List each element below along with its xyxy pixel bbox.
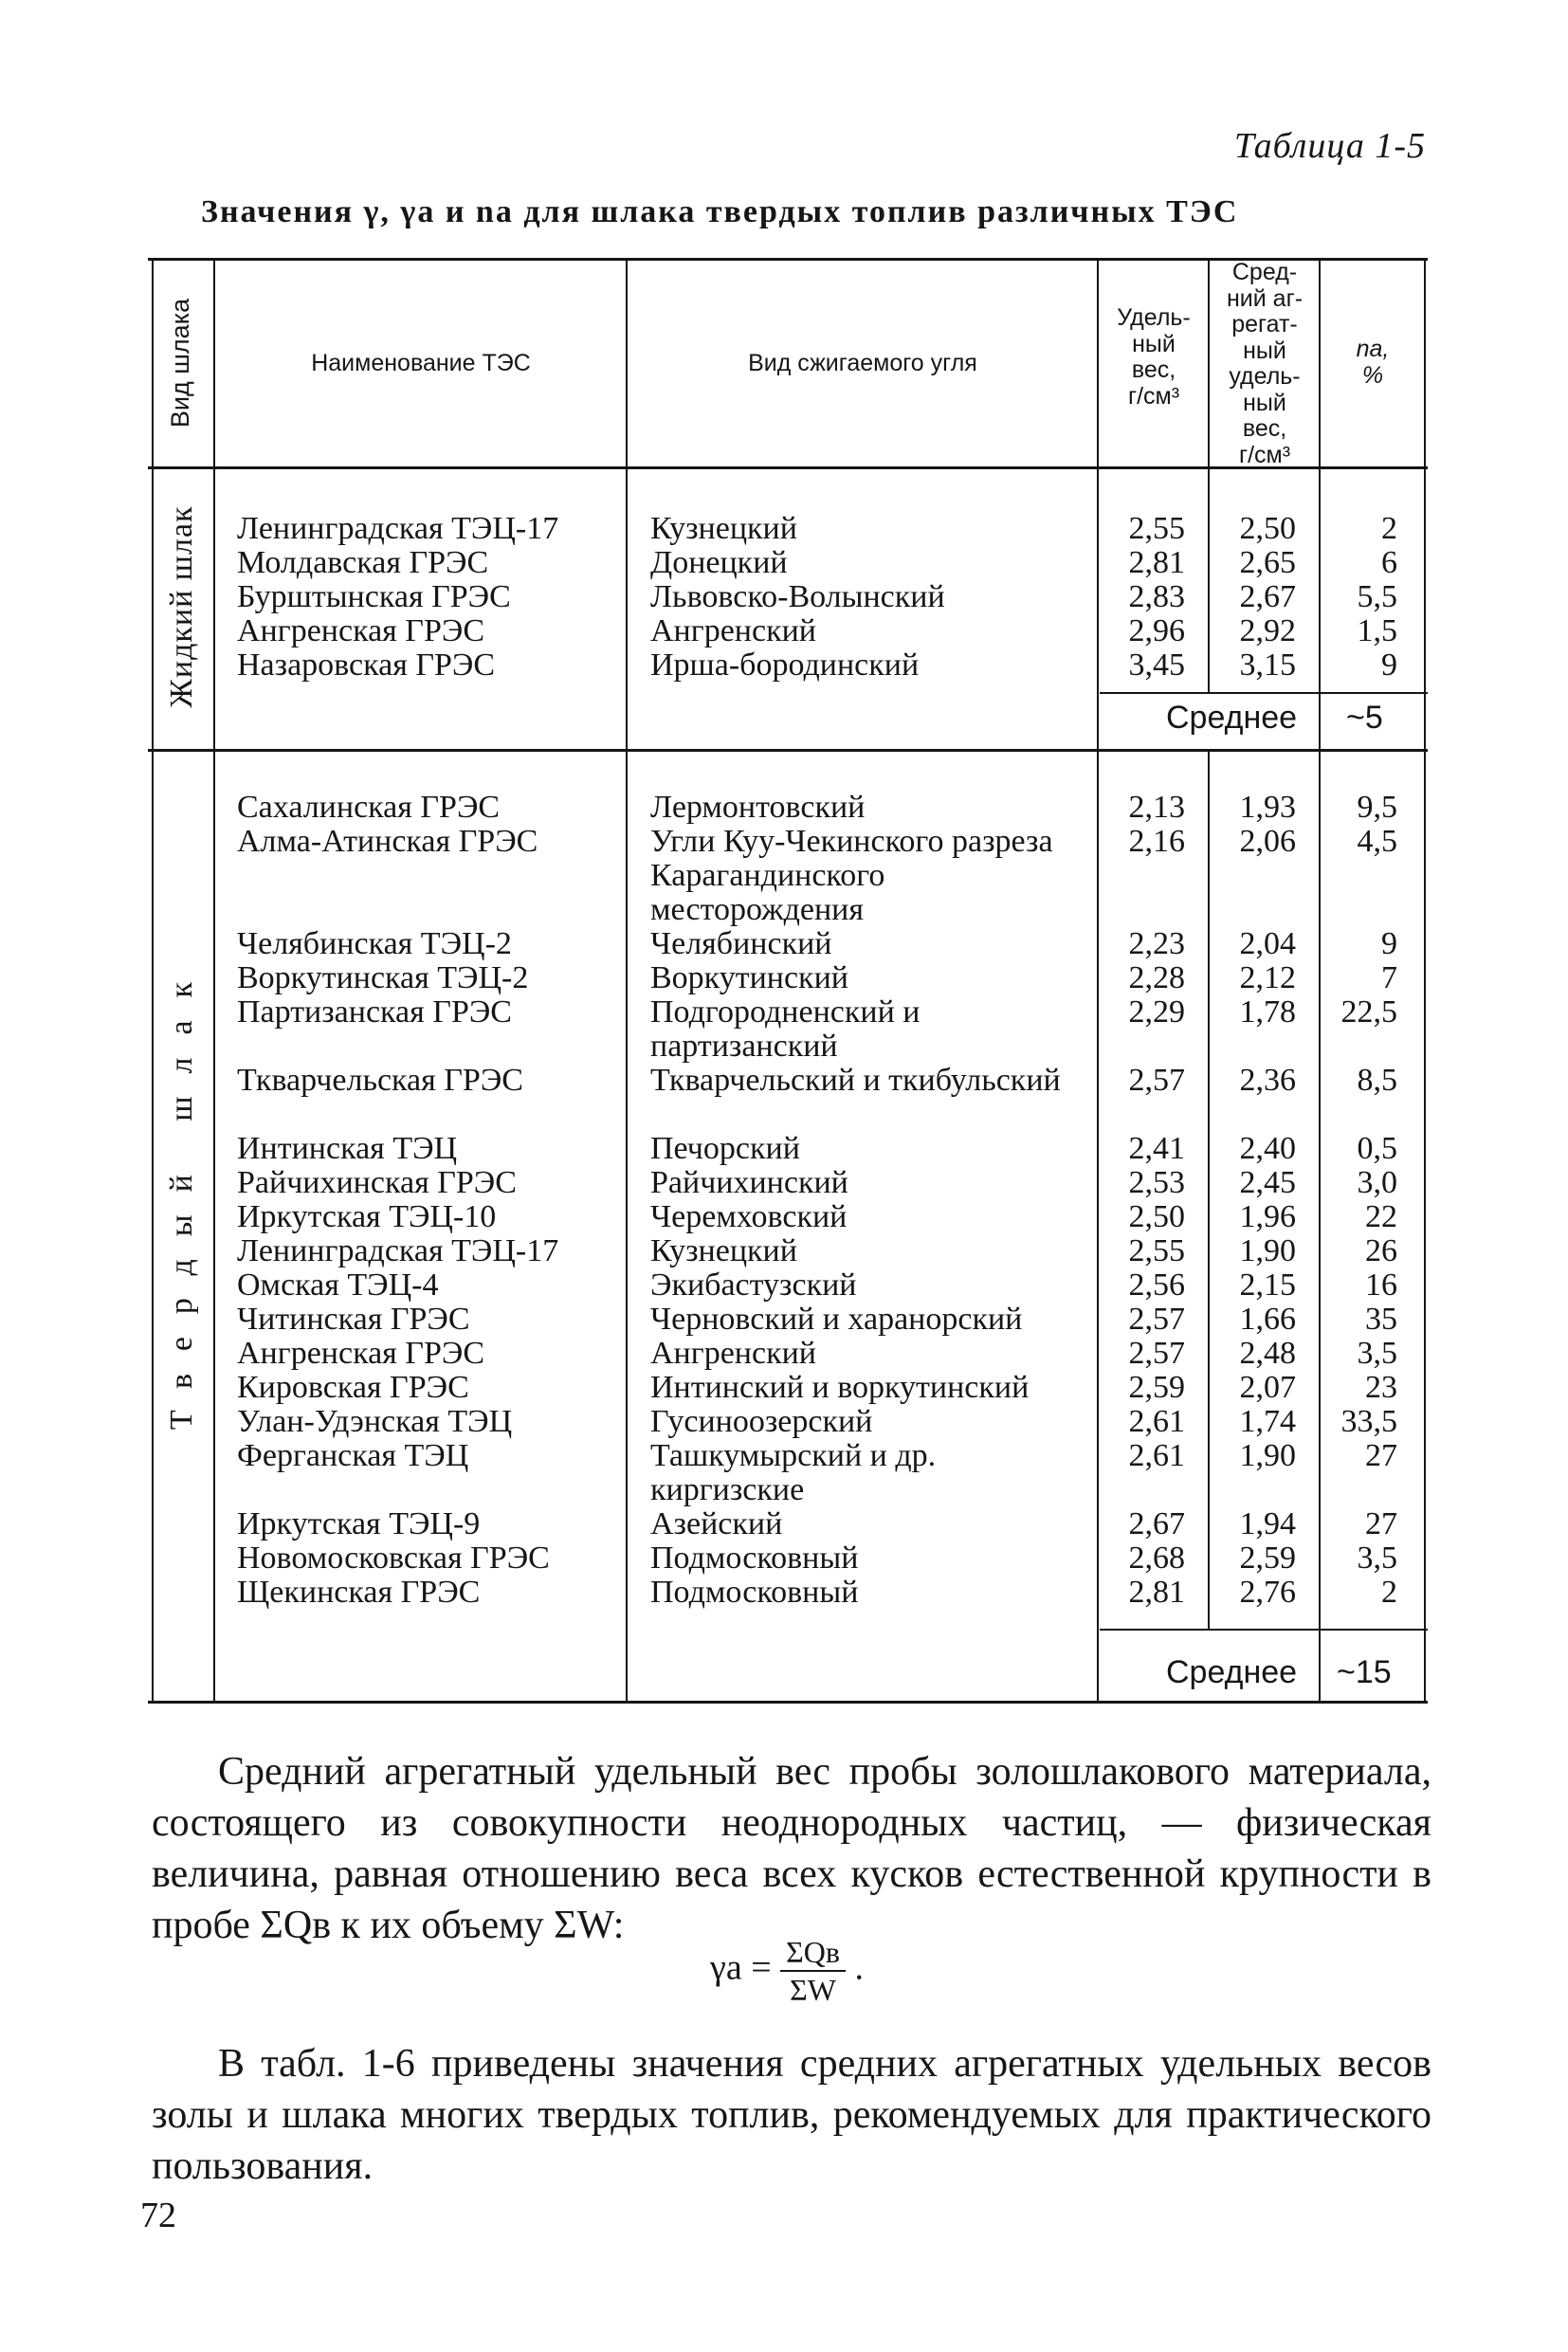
row-agg: 1,96	[1239, 1199, 1296, 1234]
solid-average-value: ~15	[1337, 1654, 1392, 1690]
row-density: 2,81	[1128, 545, 1185, 580]
table-bottom-rule	[148, 1701, 1428, 1704]
row-station: Новомосковская ГРЭС	[237, 1541, 550, 1576]
row-coal: Печорский	[650, 1131, 800, 1166]
row-density: 2,61	[1128, 1404, 1185, 1439]
row-coal: Экибастузский	[650, 1267, 857, 1303]
row-density: 2,50	[1128, 1199, 1185, 1234]
row-na: 9	[1381, 647, 1397, 683]
row-station: Ангренская ГРЭС	[237, 613, 484, 648]
row-density: 2,57	[1128, 1336, 1185, 1371]
col-rule-6	[1424, 258, 1426, 1703]
row-na: 2	[1381, 1575, 1397, 1610]
row-station: Партизанская ГРЭС	[237, 994, 512, 1030]
row-density: 2,57	[1128, 1302, 1185, 1337]
row-na: 3,5	[1357, 1336, 1397, 1371]
row-agg: 2,59	[1239, 1541, 1296, 1576]
row-agg: 1,74	[1239, 1404, 1296, 1439]
row-na: 0,5	[1357, 1131, 1397, 1166]
col-rule-4	[1208, 258, 1210, 692]
row-agg: 2,12	[1239, 960, 1296, 995]
row-density: 2,23	[1128, 926, 1185, 961]
row-agg: 2,92	[1239, 613, 1296, 648]
row-coal: Воркутинский	[650, 960, 848, 995]
page-number: 72	[140, 2196, 176, 2235]
row-coal: Угли Куу-Чекинского разреза Карагандинского месторождения	[650, 824, 1053, 927]
row-density: 2,13	[1128, 790, 1185, 825]
col-rule-0	[152, 258, 154, 1703]
header-density: Удель- ный вес, г/см³	[1117, 304, 1191, 410]
row-agg: 1,93	[1239, 790, 1296, 825]
header-na: nа, %	[1356, 336, 1390, 389]
row-na: 22	[1365, 1199, 1397, 1234]
row-na: 27	[1365, 1506, 1397, 1541]
row-density: 2,56	[1128, 1267, 1185, 1303]
row-station: Назаровская ГРЭС	[237, 647, 496, 683]
row-station: Интинская ТЭЦ	[237, 1131, 458, 1166]
row-density: 2,68	[1128, 1541, 1185, 1576]
row-na: 7	[1381, 960, 1397, 995]
row-agg: 2,76	[1239, 1575, 1296, 1610]
formula-lhs: γа =	[710, 1947, 772, 1988]
row-density: 2,41	[1128, 1131, 1185, 1166]
row-density: 2,55	[1128, 1233, 1185, 1268]
header-slag-type: Вид шлака	[166, 298, 194, 428]
liquid-average-label: Среднее	[1166, 700, 1298, 736]
row-coal: Ткварчельский и ткибульский	[650, 1063, 1061, 1098]
row-agg: 2,45	[1239, 1165, 1296, 1200]
row-density: 2,28	[1128, 960, 1185, 995]
row-station: Воркутинская ТЭЦ-2	[237, 960, 529, 995]
row-agg: 2,07	[1239, 1370, 1296, 1405]
row-density: 2,67	[1128, 1506, 1185, 1541]
row-density: 2,57	[1128, 1063, 1185, 1098]
row-coal: Интинский и воркутинский	[650, 1370, 1030, 1405]
row-station: Молдавская ГРЭС	[237, 545, 489, 580]
row-density: 2,53	[1128, 1165, 1185, 1200]
row-agg: 2,40	[1239, 1131, 1296, 1166]
row-density: 2,96	[1128, 613, 1185, 648]
row-density: 2,83	[1128, 579, 1185, 614]
row-na: 2	[1381, 511, 1397, 546]
row-agg: 2,15	[1239, 1267, 1296, 1303]
row-na: 1,5	[1357, 613, 1397, 648]
formula-tail: .	[854, 1947, 864, 1988]
row-na: 23	[1365, 1370, 1397, 1405]
table-label: Таблица 1-5	[1233, 126, 1426, 166]
row-agg: 2,04	[1239, 926, 1296, 961]
row-station: Омская ТЭЦ-4	[237, 1267, 439, 1303]
col-rule-5	[1319, 258, 1321, 1703]
row-coal: Подгородненский и партизанский	[650, 994, 921, 1064]
row-coal: Ангренский	[650, 613, 816, 648]
row-agg: 2,48	[1239, 1336, 1296, 1371]
paragraph-1: Средний агрегатный удельный вес пробы золошлакового материала, состоящего из совокупности неоднородных частиц, — физическая величина, равная отношению веса всех кусков естественной крупности в пробе ΣQв к их объему ΣW:	[152, 1750, 1431, 1947]
row-station: Ткварчельская ГРЭС	[237, 1063, 523, 1098]
row-agg: 2,65	[1239, 545, 1296, 580]
group-divider-rule	[148, 749, 1428, 752]
row-station: Улан-Удэнская ТЭЦ	[237, 1404, 513, 1439]
row-station: Алма-Атинская ГРЭС	[237, 824, 538, 859]
row-na: 4,5	[1357, 824, 1397, 859]
row-station: Сахалинская ГРЭС	[237, 790, 501, 825]
row-agg: 2,67	[1239, 579, 1296, 614]
row-coal: Кузнецкий	[650, 511, 797, 546]
row-density: 3,45	[1128, 647, 1185, 683]
formula	[626, 1934, 948, 2008]
row-agg: 3,15	[1239, 647, 1296, 683]
col-rule-2	[626, 258, 628, 1703]
row-coal: Азейский	[650, 1506, 783, 1541]
row-na: 35	[1365, 1302, 1397, 1337]
solid-average-label: Среднее	[1166, 1654, 1298, 1690]
row-agg: 1,90	[1239, 1233, 1296, 1268]
row-agg: 1,94	[1239, 1506, 1296, 1541]
row-na: 22,5	[1340, 994, 1397, 1030]
row-station: Иркутская ТЭЦ-9	[237, 1506, 481, 1541]
row-agg: 2,36	[1239, 1063, 1296, 1098]
row-na: 33,5	[1340, 1404, 1397, 1439]
row-na: 3,0	[1357, 1165, 1397, 1200]
row-coal: Кузнецкий	[650, 1233, 797, 1268]
row-coal: Львовско-Волынский	[650, 579, 945, 614]
row-agg: 2,50	[1239, 511, 1296, 546]
row-station: Бурштынская ГРЭС	[237, 579, 511, 614]
row-density: 2,81	[1128, 1575, 1185, 1610]
row-station: Челябинская ТЭЦ-2	[237, 926, 512, 961]
group-label-liquid: Жидкий шлак	[164, 505, 199, 708]
row-coal: Ирша-бородинский	[650, 647, 920, 683]
formula-denominator: ΣW	[790, 1973, 836, 2007]
row-density: 2,29	[1128, 994, 1185, 1030]
row-na: 3,5	[1357, 1541, 1397, 1576]
row-station: Кировская ГРЭС	[237, 1370, 469, 1405]
row-na: 9	[1381, 926, 1397, 961]
row-na: 5,5	[1357, 579, 1397, 614]
header-agg-density: Сред- ний аг- регат- ный удель- ный вес, г/см³	[1226, 259, 1304, 468]
row-density: 2,59	[1128, 1370, 1185, 1405]
row-coal: Ангренский	[650, 1336, 816, 1371]
header-coal: Вид сжигаемого угля	[748, 350, 977, 376]
row-station: Райчихинская ГРЭС	[237, 1165, 517, 1200]
col-rule-3	[1097, 258, 1099, 1703]
group-label-solid: Твердый шлак	[164, 958, 199, 1431]
col-rule-4b	[1208, 752, 1210, 1629]
row-station: Читинская ГРЭС	[237, 1302, 470, 1337]
paragraph-2: В табл. 1-6 приведены значения средних агрегатных удельных весов золы и шлака многих твердых топлив, рекомендуемых для практического пользования.	[152, 2042, 1431, 2188]
row-agg: 1,78	[1239, 994, 1296, 1030]
row-coal: Подмосковный	[650, 1541, 859, 1576]
table-title: Значения γ, γа и nа для шлака твердых топлив различных ТЭС	[201, 194, 1239, 229]
row-na: 16	[1365, 1267, 1397, 1303]
row-agg: 1,90	[1239, 1438, 1296, 1473]
row-coal: Гусиноозерский	[650, 1404, 873, 1439]
row-station: Ленинградская ТЭЦ-17	[237, 1233, 559, 1268]
row-station: Иркутская ТЭЦ-10	[237, 1199, 497, 1234]
formula-numerator: ΣQв	[780, 1934, 846, 1972]
col-rule-1	[213, 258, 215, 1703]
row-density: 2,61	[1128, 1438, 1185, 1473]
row-coal: Донецкий	[650, 545, 788, 580]
row-station: Ленинградская ТЭЦ-17	[237, 511, 559, 546]
liquid-average-rule	[1100, 692, 1428, 694]
row-agg: 2,06	[1239, 824, 1296, 859]
row-density: 2,16	[1128, 824, 1185, 859]
row-coal: Райчихинский	[650, 1165, 848, 1200]
row-na: 9,5	[1357, 790, 1397, 825]
row-na: 6	[1381, 545, 1397, 580]
row-na: 27	[1365, 1438, 1397, 1473]
row-coal: Лермонтовский	[650, 790, 866, 825]
liquid-average-value: ~5	[1346, 700, 1383, 736]
row-coal: Ташкумырский и др. киргизские	[650, 1438, 937, 1507]
row-density: 2,55	[1128, 511, 1185, 546]
row-coal: Подмосковный	[650, 1575, 859, 1610]
row-na: 26	[1365, 1233, 1397, 1268]
formula-fraction	[780, 1934, 846, 2008]
header-station: Наименование ТЭС	[311, 350, 531, 376]
row-station: Щекинская ГРЭС	[237, 1575, 481, 1610]
row-na: 8,5	[1357, 1063, 1397, 1098]
solid-average-rule	[1100, 1629, 1428, 1631]
row-agg: 1,66	[1239, 1302, 1296, 1337]
row-coal: Черемховский	[650, 1199, 848, 1234]
row-station: Ангренская ГРЭС	[237, 1336, 484, 1371]
row-coal: Челябинский	[650, 926, 832, 961]
row-station: Ферганская ТЭЦ	[237, 1438, 469, 1473]
row-coal: Черновский и харанорский	[650, 1302, 1023, 1337]
